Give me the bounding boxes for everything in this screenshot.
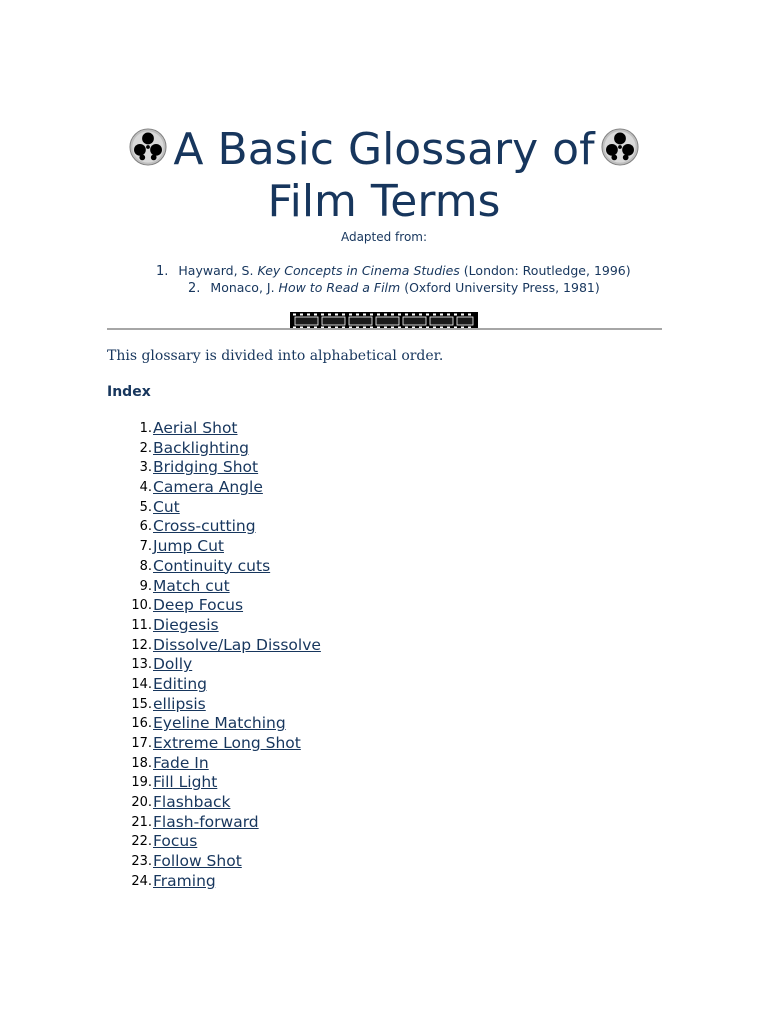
reference-item xyxy=(156,263,631,279)
index-number: 15. xyxy=(131,696,152,712)
horizontal-divider xyxy=(107,328,662,330)
index-item xyxy=(120,675,321,695)
page-title xyxy=(0,124,768,228)
index-number: 3. xyxy=(139,460,152,476)
index-number: 1. xyxy=(139,421,152,436)
index-number: 18. xyxy=(131,755,152,771)
index-link[interactable]: Continuity cuts xyxy=(153,556,271,575)
index-number: 20. xyxy=(131,795,152,811)
index-number: 8. xyxy=(139,558,152,574)
index-link[interactable]: Diegesis xyxy=(153,615,219,634)
index-item xyxy=(120,498,321,518)
index-number: 17. xyxy=(131,736,152,751)
reference-work: Key Concepts in Cinema Studies xyxy=(257,263,460,278)
index-number: 9. xyxy=(139,578,152,594)
index-link[interactable]: Extreme Long Shot xyxy=(153,734,301,752)
index-number: 14. xyxy=(131,676,152,692)
index-number: 24. xyxy=(131,873,152,889)
index-number: 23. xyxy=(131,854,152,870)
index-number: 7. xyxy=(139,539,152,555)
index-link[interactable]: Cut xyxy=(153,497,180,516)
index-item xyxy=(120,793,321,813)
index-link[interactable]: Dissolve/Lap Dissolve xyxy=(153,635,321,654)
index-link[interactable]: Backlighting xyxy=(153,438,249,457)
index-item xyxy=(120,734,321,754)
reference-item xyxy=(188,280,600,296)
index-number: 6. xyxy=(139,519,152,535)
index-link[interactable]: Deep Focus xyxy=(153,596,244,615)
index-link[interactable]: Cross-cutting xyxy=(153,517,256,536)
index-item xyxy=(120,813,321,833)
index-number: 11. xyxy=(131,617,152,633)
intro-text: This glossary is divided into alphabetical order. xyxy=(107,348,444,364)
index-item xyxy=(120,577,321,597)
index-link[interactable]: Dolly xyxy=(153,655,193,674)
index-number: 12. xyxy=(131,637,152,653)
index-link[interactable]: Fill Light xyxy=(153,773,218,792)
index-number: 22. xyxy=(131,834,152,850)
index-item xyxy=(120,616,321,636)
index-number: 19. xyxy=(131,775,152,791)
index-number: 10. xyxy=(131,598,152,614)
index-link[interactable]: Fade In xyxy=(153,753,209,772)
index-link[interactable]: Jump Cut xyxy=(153,537,224,556)
index-link[interactable]: Follow Shot xyxy=(153,852,242,871)
index-link[interactable]: Match cut xyxy=(153,576,230,595)
index-link[interactable]: Flashback xyxy=(153,793,231,812)
index-link[interactable]: Eyeline Matching xyxy=(153,714,286,733)
reference-work: How to Read a Film xyxy=(278,280,401,295)
index-item xyxy=(120,655,321,675)
index-item xyxy=(120,478,321,498)
index-item xyxy=(120,419,321,439)
adapted-from-label: Adapted from: xyxy=(340,230,428,244)
reference-author: Hayward, S. xyxy=(178,263,254,278)
index-item xyxy=(120,852,321,872)
index-link[interactable]: Flash-forward xyxy=(153,812,259,831)
index-number: 21. xyxy=(131,814,152,830)
reference-author: Monaco, J. xyxy=(210,280,275,295)
film-reel-icon xyxy=(601,128,639,166)
index-item xyxy=(120,695,321,715)
index-list xyxy=(120,419,321,892)
reference-number: 1. xyxy=(156,264,169,279)
index-link[interactable]: Framing xyxy=(153,871,216,890)
index-heading: Index xyxy=(107,384,151,400)
index-item xyxy=(120,458,321,478)
index-number: 13. xyxy=(131,657,152,673)
reference-details: (Oxford University Press, 1981) xyxy=(404,280,600,295)
index-item xyxy=(120,714,321,734)
index-item xyxy=(120,439,321,459)
index-link[interactable]: ellipsis xyxy=(153,694,206,713)
index-item xyxy=(120,773,321,793)
index-link[interactable]: Camera Angle xyxy=(153,478,263,497)
index-number: 2. xyxy=(139,440,152,456)
index-item xyxy=(120,537,321,557)
index-number: 4. xyxy=(139,480,152,496)
title-line-2: Film Terms xyxy=(267,176,501,227)
index-link[interactable]: Editing xyxy=(153,674,207,693)
reference-number: 2. xyxy=(188,281,201,296)
index-link[interactable]: Aerial Shot xyxy=(153,419,238,437)
index-number: 16. xyxy=(131,716,152,732)
index-item xyxy=(120,596,321,616)
index-number: 5. xyxy=(139,499,152,515)
index-item xyxy=(120,832,321,852)
index-item xyxy=(120,754,321,774)
index-item xyxy=(120,872,321,892)
film-reel-icon xyxy=(129,128,167,166)
index-link[interactable]: Focus xyxy=(153,832,198,851)
index-item xyxy=(120,557,321,577)
title-line-1: A Basic Glossary of xyxy=(173,124,595,175)
index-link[interactable]: Bridging Shot xyxy=(153,458,259,477)
reference-details: (London: Routledge, 1996) xyxy=(463,263,631,278)
index-item xyxy=(120,636,321,656)
index-item xyxy=(120,517,321,537)
